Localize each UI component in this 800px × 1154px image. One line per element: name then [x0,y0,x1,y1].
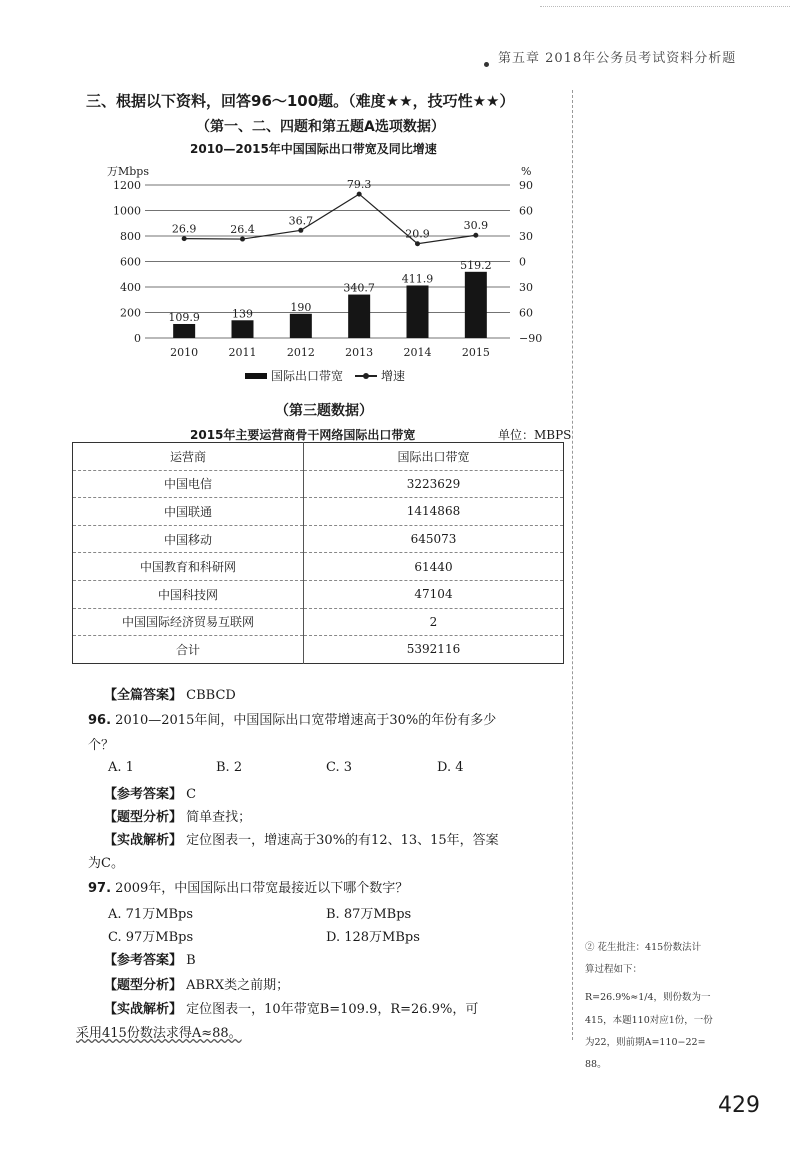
section-title: 三、根据以下资料，回答96～100题。（难度★★，技巧性★★） [86,92,515,110]
table-section-title: （第三题数据） [275,403,373,419]
q97-option-b: B. 87万MBps [326,907,412,922]
table-cell: 47104 [304,580,564,608]
header-bullet [484,62,489,67]
q96-stem-line2: 个？ [88,738,115,753]
table-cell: 中国移动 [73,525,304,553]
table-cell: 61440 [304,553,564,581]
category-label: 2011 [228,346,257,359]
q96-ref-answer [104,783,196,802]
table-header-cell: 国际出口带宽 [304,443,564,471]
growth-point [415,241,420,246]
sub-title: （第一、二、四题和第五题A选项数据） [196,119,445,135]
table-cell: 中国联通 [73,498,304,526]
table-row [73,470,564,498]
q96-option-d: D. 4 [437,760,464,775]
q96-type-label: 【题型分析】 [104,810,183,825]
legend-line-label: 增速 [381,369,406,383]
q97-type-analysis [104,974,289,993]
bar-value-label: 190 [290,300,312,314]
bandwidth-table [72,442,564,664]
side-note-line: 为22，则前期A=110−22= [585,1037,706,1048]
answer-key-value: CBBCD [186,688,236,703]
category-label: 2013 [345,346,374,359]
q97-ref-value: B [186,953,196,968]
page-number: 429 [718,1093,760,1118]
right-tick-label: 30 [519,230,533,243]
bar-value-label: 109.9 [168,310,200,324]
q96-stem-text: 2010—2015年间，中国国际出口宽带增速高于30%的年份有多少 [115,713,497,728]
q97-stem-text: 2009年，中国国际出口带宽最接近以下哪个数字？ [115,881,409,896]
table-row [73,553,564,581]
right-tick-label: 60 [519,204,533,218]
bar-value-label: 519.2 [460,258,492,272]
table-row [73,498,564,526]
table-cell: 中国科技网 [73,580,304,608]
bar [348,295,370,338]
bar-value-label: 340.7 [343,281,375,295]
q96-exp-label: 【实战解析】 [104,833,183,848]
table-cell: 1414868 [304,498,564,526]
q96-ref-value: C [186,787,197,802]
table-cell: 2 [304,608,564,636]
side-note-line: 算过程如下： [585,964,643,975]
table-header-row [73,443,564,471]
table-total-row [73,636,564,664]
side-note-line: ② 花生批注：415份数法计 [585,942,702,953]
q96-exp-text: 定位图表一，增速高于30%的有12、13、15年，答案 [186,833,499,848]
growth-value-label: 36.7 [288,214,314,228]
q97-stem [88,877,408,896]
right-tick-label: 0 [519,255,526,269]
q97-option-c: C. 97万MBps [108,930,194,945]
growth-point [298,228,303,233]
table-row [73,608,564,636]
bar-value-label: 139 [232,307,253,321]
left-tick-label: 1200 [113,179,141,192]
q97-ref-answer [104,949,196,968]
left-tick-label: 600 [120,255,141,269]
table-cell: 中国电信 [73,470,304,498]
q96-explanation-line1 [104,829,499,848]
right-tick-label: 60 [519,306,533,320]
left-tick-label: 1000 [113,204,141,218]
growth-point [357,192,362,197]
q97-type-label: 【题型分析】 [104,978,183,993]
q96-option-b: B. 2 [216,760,243,775]
growth-point [182,236,187,241]
q97-explanation-line1 [104,998,478,1017]
q96-option-a: A. 1 [108,760,134,775]
q97-exp-label: 【实战解析】 [104,1002,183,1017]
bar [173,324,195,338]
q97-option-a: A. 71万MBps [108,907,194,922]
table-row [73,525,564,553]
table-title: 2015年主要运营商骨干网络国际出口带宽 [190,428,416,442]
q96-number: 96. [88,713,112,728]
left-tick-label: 0 [134,332,141,345]
left-axis-unit: 万Mbps [107,165,149,178]
answer-key [104,684,236,703]
q97-number: 97. [88,881,112,896]
growth-value-label: 20.9 [405,227,430,241]
table-header-cell: 运营商 [73,443,304,471]
table-cell: 合计 [73,636,304,664]
growth-point [240,237,245,242]
q96-type-value: 简单查找； [186,810,252,825]
bandwidth-chart [95,160,555,365]
growth-value-label: 79.3 [346,178,372,192]
side-note-line: 88。 [585,1059,607,1070]
legend-bar-label: 国际出口带宽 [271,369,344,383]
bar [407,285,429,338]
category-label: 2015 [461,346,490,359]
growth-value-label: 30.9 [463,219,489,233]
category-label: 2012 [286,346,315,359]
category-label: 2014 [403,346,432,359]
q96-stem-line1 [88,709,496,728]
side-note-line: 415，本题110对应1份，一份 [585,1015,713,1026]
q96-option-c: C. 3 [326,760,353,775]
table-cell: 3223629 [304,470,564,498]
q97-exp-text: 定位图表一，10年带宽B=109.9，R=26.9%，可 [186,1002,479,1017]
right-tick-label: 30 [519,281,533,294]
growth-value-label: 26.9 [171,222,197,236]
top-dotted-rule [540,6,790,7]
left-tick-label: 800 [120,230,141,243]
q97-ref-label: 【参考答案】 [104,953,183,968]
side-note-line: R=26.9%≈1/4，则份数为一 [585,992,711,1003]
q97-type-value: ABRX类之前期； [186,978,290,993]
q97-explanation-line2: 采用415份数法求得A≈88。 [76,1026,242,1041]
q96-ref-label: 【参考答案】 [104,787,183,802]
legend-line-swatch [355,375,377,377]
bar [465,272,487,338]
q96-explanation-line2: 为C。 [88,856,124,871]
legend-bar-swatch [245,373,267,379]
growth-value-label: 26.4 [230,223,255,237]
right-axis-unit: % [521,165,532,178]
bar-value-label: 411.9 [401,272,434,286]
right-tick-label: −90 [519,332,543,345]
table-row [73,580,564,608]
table-cell: 中国国际经济贸易互联网 [73,608,304,636]
table-cell: 5392116 [406,642,461,657]
running-header: 第五章 2018年公务员考试资料分析题 [498,51,737,66]
table-unit: 单位：MBPS [498,428,572,442]
left-tick-label: 200 [120,306,141,320]
table-cell: 中国教育和科研网 [73,553,304,581]
q97-option-d: D. 128万MBps [326,930,420,945]
margin-divider [572,90,573,1040]
table-cell: 645073 [304,525,564,553]
category-label: 2010 [170,346,199,359]
chart-title: 2010—2015年中国国际出口带宽及同比增速 [190,142,437,156]
answer-key-label: 【全篇答案】 [104,688,183,703]
bar [290,314,312,338]
bar [232,320,254,338]
right-tick-label: 90 [519,179,533,192]
chart-legend [245,367,405,384]
left-tick-label: 400 [120,281,141,294]
q96-type-analysis [104,806,251,825]
growth-point [473,233,478,238]
